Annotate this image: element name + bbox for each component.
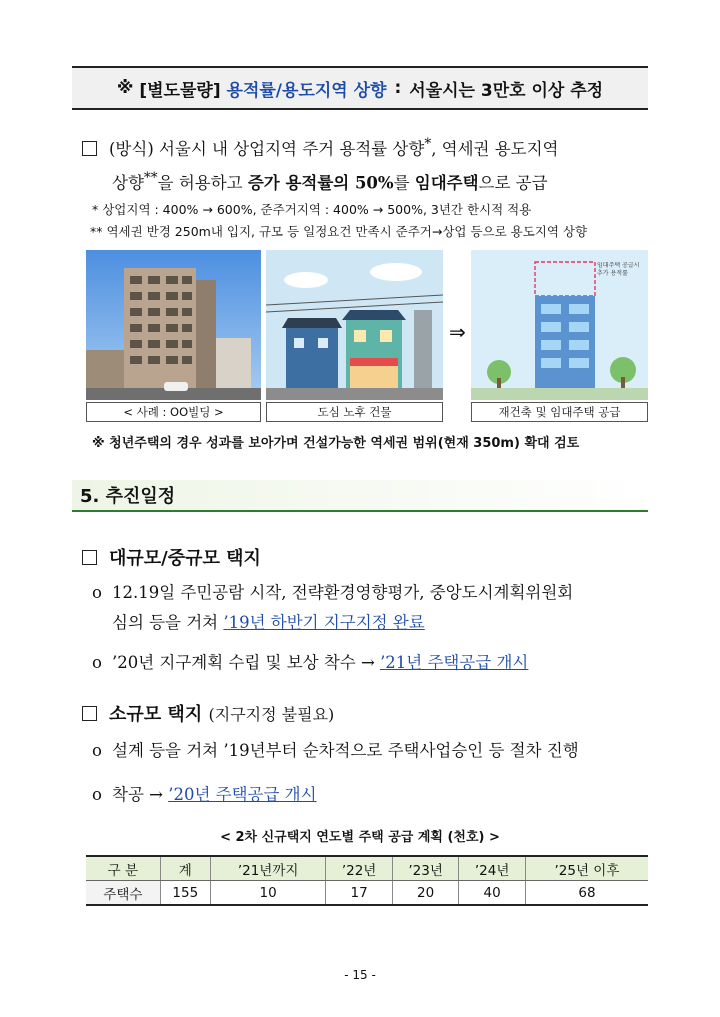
old-buildings-illustration — [266, 250, 443, 400]
caption-rebuilt-housing: 재건축 및 임대주택 공급 — [471, 402, 648, 422]
table-header-cell: 계 — [160, 856, 210, 881]
checkbox-square-icon — [82, 141, 97, 156]
table-cell: 17 — [326, 881, 393, 906]
footnote-1: * 상업지역 : 400% → 600%, 준주거지역 : 400% → 500%, 3년간 한시적 적용 — [92, 202, 532, 217]
supply-start-2021-link[interactable]: ’21년 주택공급 개시 — [380, 653, 529, 672]
plan-sup-1: * — [424, 136, 432, 152]
large-site-heading — [82, 544, 261, 570]
table-cell: 10 — [210, 881, 325, 906]
supply-start-2020-link[interactable]: ’20년 주택공급 개시 — [168, 785, 317, 804]
checkbox-square-icon — [82, 550, 97, 565]
reference-mark: ※ — [116, 78, 134, 98]
example-building-photo — [86, 250, 261, 400]
small-site-bullet-1 — [92, 736, 652, 766]
supply-plan-table — [86, 855, 648, 906]
section-title-text: 5. 추진일정 — [80, 486, 176, 507]
section-title — [72, 480, 648, 512]
rebuilt-housing-illustration — [471, 250, 648, 400]
checkbox-square-icon — [82, 706, 97, 721]
table-header-cell: ’23년 — [392, 856, 459, 881]
table-header-row — [86, 856, 648, 881]
transition-arrow-icon: ⇒ — [449, 320, 466, 344]
table-cell: 40 — [459, 881, 526, 906]
table-cell: 68 — [525, 881, 648, 906]
plan-sup-2: ** — [143, 169, 158, 186]
small-site-heading-note: (지구지정 불필요) — [208, 705, 335, 724]
table-header-cell: ’22년 — [326, 856, 393, 881]
small-site-bullet-2 — [92, 780, 652, 810]
table-header-cell: ’24년 — [459, 856, 526, 881]
caption-example-building: < 사례 : OO빌딩 > — [86, 402, 261, 422]
large-b1-line2: 심의 등을 거쳐 — [112, 613, 224, 632]
large-b2-text: ’20년 지구계획 수립 및 보상 착수 → — [112, 653, 381, 672]
large-b1-line1: 12.19일 주민공람 시작, 전략환경영향평가, 중앙도시계획위원회 — [112, 583, 574, 602]
youth-housing-note: ※ 청년주택의 경우 성과를 보아가며 건설가능한 역세권 범위(현재 350m) 확대 검토 — [92, 436, 580, 451]
small-b1-text: 설계 등을 거쳐 ’19년부터 순차적으로 주택사업승인 등 절차 진행 — [112, 741, 579, 760]
plan-text-1b: , 역세권 용도지역 — [431, 139, 559, 159]
plan-text-2b: 을 허용하고 — [157, 173, 248, 192]
large-site-heading-text: 대규모/중규모 택지 — [109, 548, 261, 569]
large-site-bullet-2 — [92, 648, 652, 678]
table-row — [86, 881, 648, 906]
banner-separator: : — [394, 78, 402, 98]
caption-old-buildings: 도심 노후 건물 — [266, 402, 443, 422]
table-cell: 20 — [392, 881, 459, 906]
bullet-marker: o — [92, 583, 102, 602]
table-header-cell: ’21년까지 — [210, 856, 325, 881]
plan-bold-ratio: 증가 용적률의 50% — [247, 173, 394, 192]
page-number: - 15 - — [344, 968, 376, 982]
designation-complete-link[interactable]: ’19년 하반기 지구지정 완료 — [223, 613, 425, 632]
supply-table-title: < 2차 신규택지 연도별 주택 공급 계획 (천호) > — [220, 830, 500, 845]
banner-highlight: 용적률/용도지역 상향 — [226, 80, 387, 101]
table-header-cell: ’25년 이후 — [525, 856, 648, 881]
plan-text-2d: 으로 공급 — [478, 173, 548, 192]
bullet-marker: o — [92, 785, 102, 804]
plan-text-2c: 를 — [393, 173, 415, 192]
small-b2-text: 착공 → — [112, 785, 169, 804]
plan-paragraph — [82, 130, 654, 197]
plan-text-2a: 상향 — [112, 173, 144, 192]
large-site-bullet-1 — [92, 578, 652, 638]
table-header-cell: 구 분 — [86, 856, 160, 881]
highlight-banner — [72, 66, 648, 110]
bullet-marker: o — [92, 741, 102, 760]
small-site-heading-text: 소규모 택지 — [109, 704, 203, 725]
additional-ratio-label: 임대주택 공급시 추가 용적률 — [597, 262, 640, 277]
banner-label: [별도물량] — [139, 80, 221, 101]
banner-rest: 서울시는 3만호 이상 추정 — [409, 80, 604, 101]
plan-bold-rental: 임대주택 — [414, 173, 479, 192]
plan-text-1a: (방식) 서울시 내 상업지역 주거 용적률 상향 — [109, 139, 425, 159]
small-site-heading — [82, 700, 334, 726]
table-cell: 155 — [160, 881, 210, 906]
bullet-marker: o — [92, 653, 102, 672]
table-row-label: 주택수 — [86, 881, 160, 906]
footnote-2: ** 역세권 반경 250m내 입지, 규모 등 일정요건 만족시 준주거→상업 등으로 용도지역 상향 — [90, 224, 588, 239]
